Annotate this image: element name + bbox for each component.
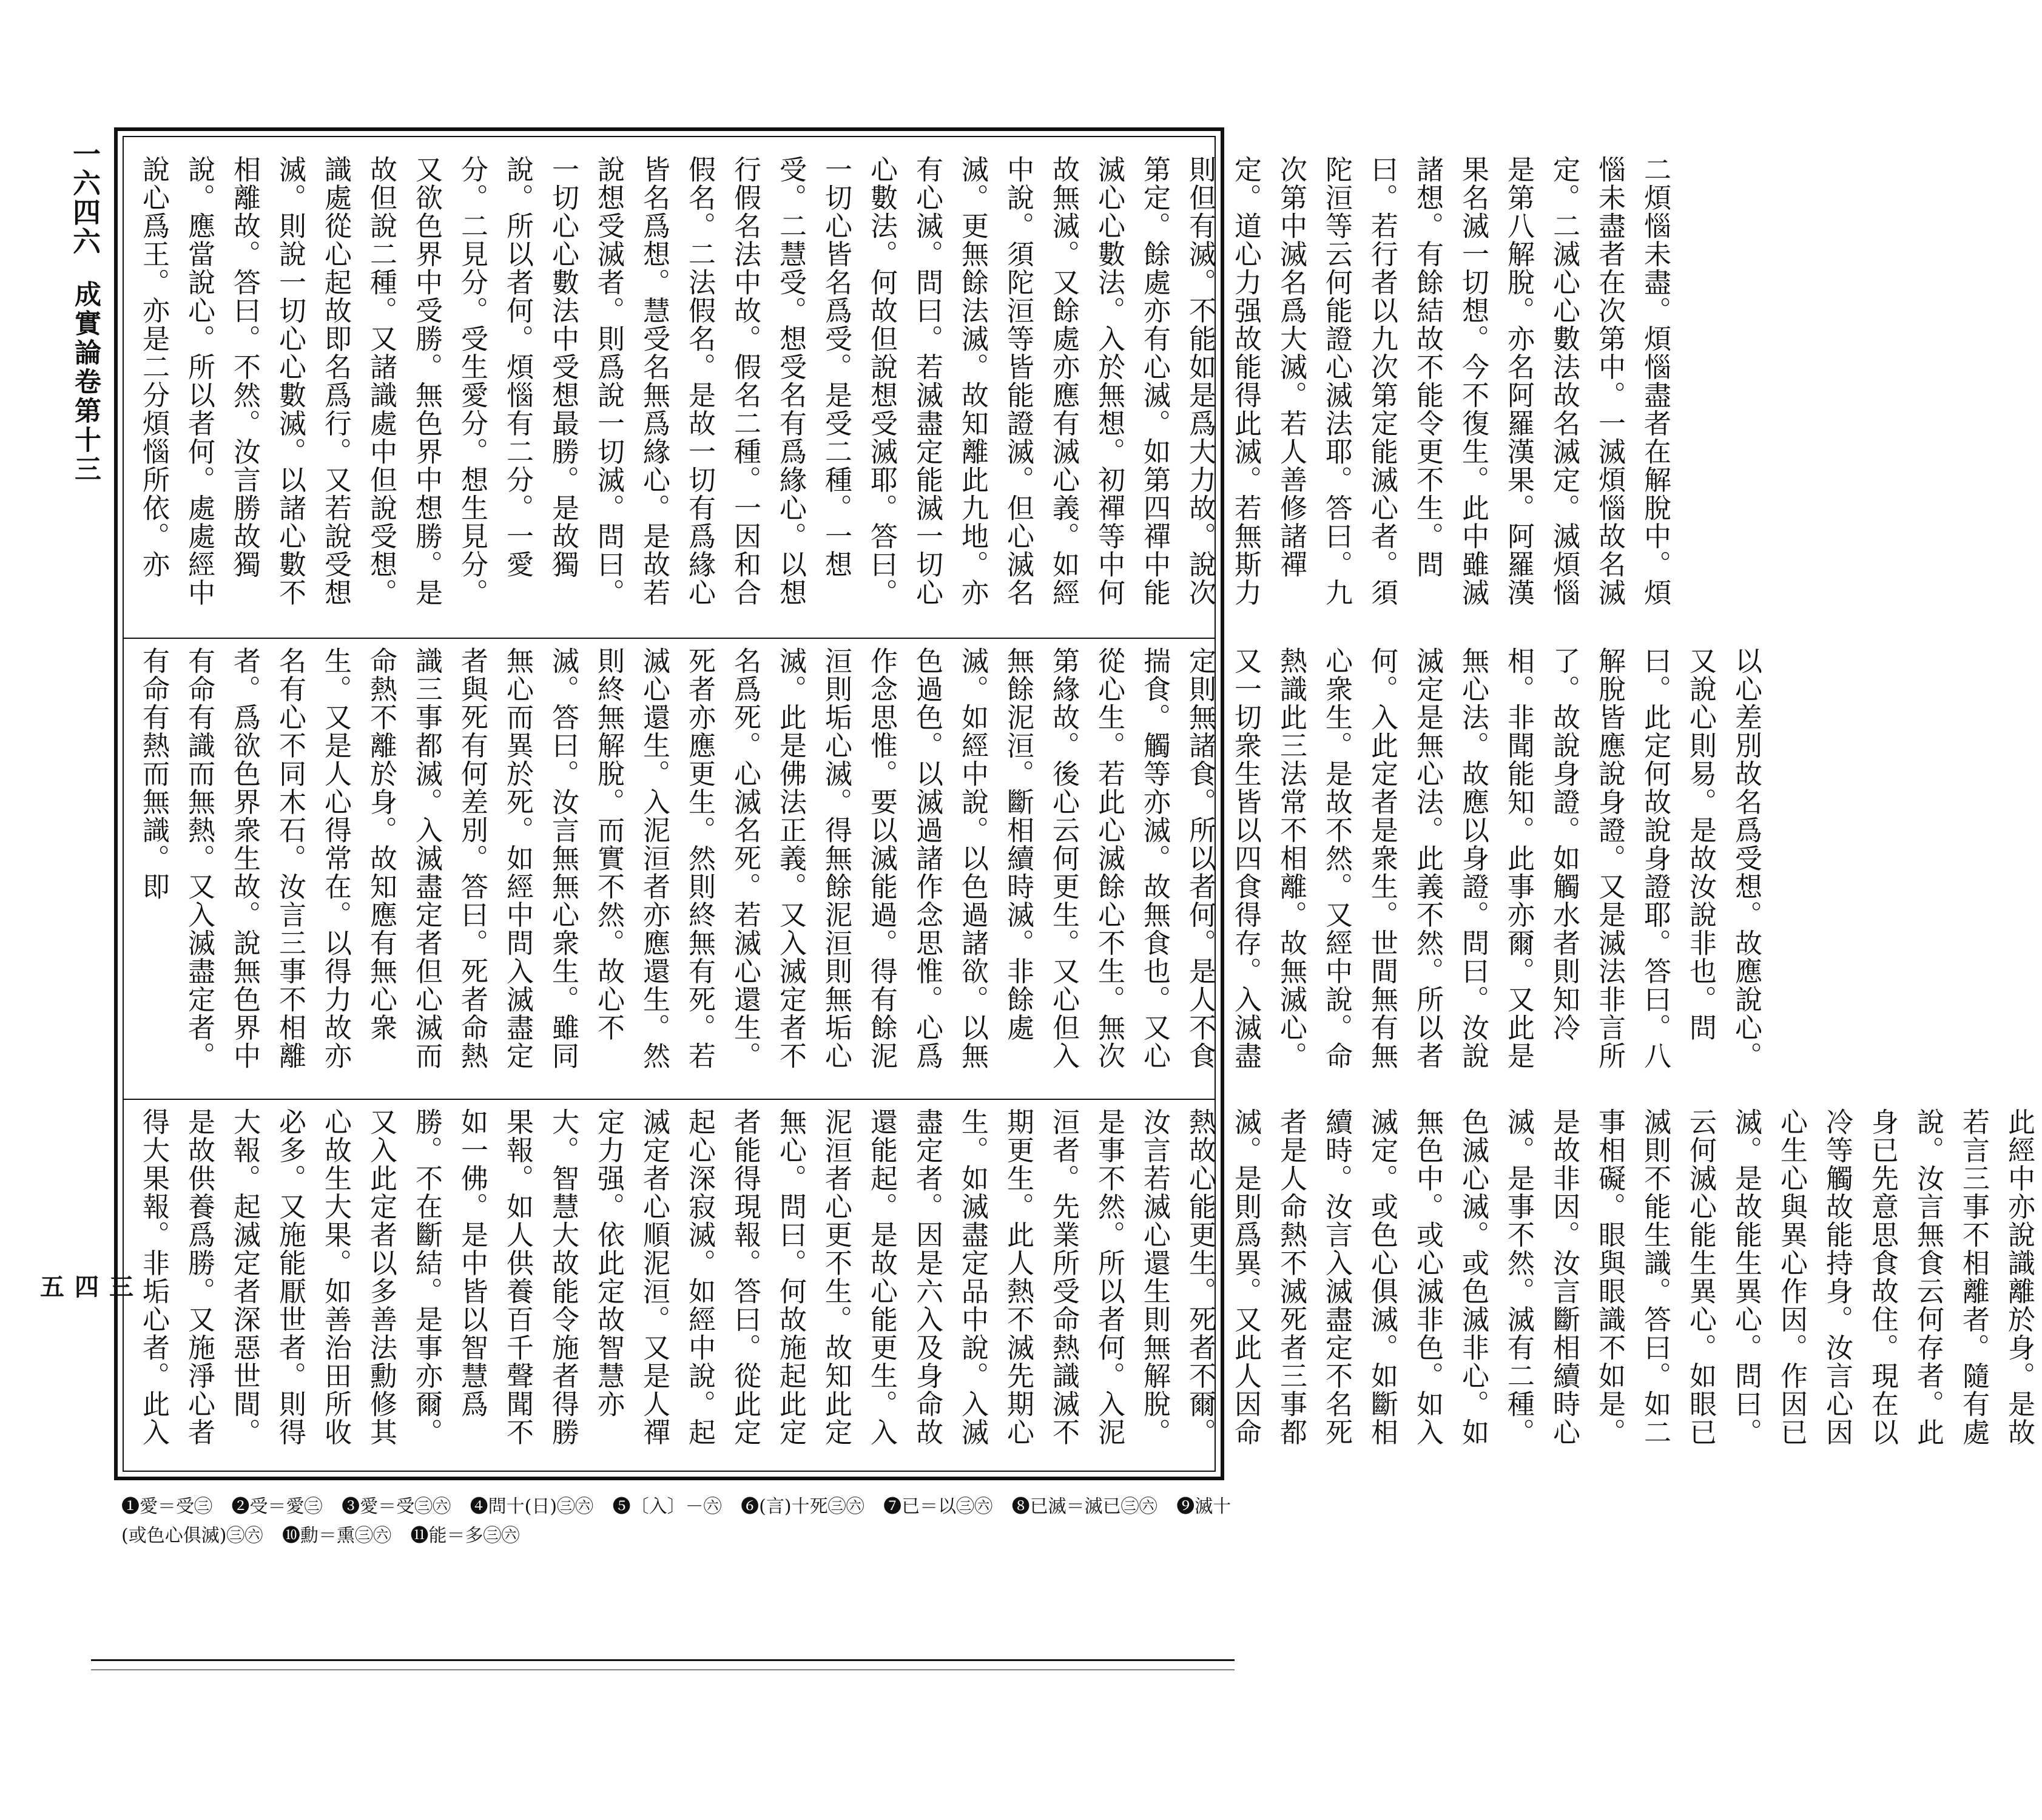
footnote: ❺〔入〕－㊅ [612, 1496, 722, 1517]
book-title: 成實論卷第十三 [70, 280, 101, 484]
footnote: ❷受＝愛㊂ [231, 1496, 323, 1517]
register-bottom [131, 1108, 2035, 1472]
register-text: 以心差別故名爲受想。故應說心。又說心則易。是故汝說非也。問曰。此定何故說身證耶。答曰。八解脫皆應說身證。又是滅法非言所了。故說身證。如觸水者則知冷相。非聞能知。此事亦爾。又此是無心法。故應以身證。問曰。汝說滅定是無心法。此義不然。所以者何。入此定者是衆生。世間無有無心衆生。是故不然。又經中說。命熱識此三法常不相離。故無滅心。又一切衆生皆以四食得存。入滅盡定則無諸食。所以者何。是人不食揣食。觸等亦滅。故無食也。又心從心生。若此心滅餘心不生。無次第緣故。後心云何更生。又心但入無餘泥洹。斷相續時滅。非餘處滅。如經中說。以色過諸欲。以無色過色。以滅過諸作念思惟。心爲作念思惟。要以滅能過。得有餘泥洹則垢心滅。得無餘泥洹則無垢心滅。此是佛法正義。又入滅定者不名爲死。心滅名死。若滅心還生。死者亦應更生。然則終無有死。若滅心還生。入泥洹者亦應還生。然則終無解脫。而實不然。故心不滅。答曰。汝言無無心衆生。雖同無心而異於死。如經中問入滅盡定者與死有何差別。答曰。死者命熱識三事都滅。入滅盡定者但心滅而命熱不離於身。故知應有無心衆生。又是人心得常在。以得力故亦名有心不同木石。汝言三事不相離者。爲欲色界衆生故。說無色界中有命有識而無熱。又入滅盡定者。有命有熱而無識。即 [138, 647, 1762, 1070]
footnote: ❼已＝以㊂㊅ [883, 1496, 993, 1517]
footnote: ❽已滅＝滅已㊂㊅ [1011, 1496, 1157, 1517]
register-top [131, 155, 1671, 629]
footnote: ⓫能＝多㊂㊅ [410, 1525, 520, 1546]
footnote: ❾滅十(或色心俱滅)㊂㊅ [121, 1496, 1232, 1546]
page-header [36, 140, 133, 1298]
column-reference: 三四五 [36, 1274, 133, 1298]
bottom-rule [91, 1659, 1235, 1661]
text-frame-inner [123, 136, 2035, 1472]
register-divider [124, 638, 1215, 639]
footnote: ❿勳＝熏㊂㊅ [281, 1525, 391, 1546]
register-text: 此經中亦說識離於身。是故若言三事不相離者。隨有處說。汝言無食云何存者。此身已先意思食故住。現在以冷等觸故能持身。汝言心因心生心與異心作因。作因已滅。是故能生異心。問曰。云何滅心能生異心。如眼已滅則不能生識。答曰。如二事相礙。眼與眼識不如是。是故非因。汝言斷相續時心滅。是事不然。滅有二種。色滅心滅。或色滅非心。如無色中。或心滅非色。如入滅定。或色心俱滅。如斷相續時。汝言入滅盡定不名死者是人命熱不滅死者三事都滅。是則爲異。又此人因命熱故心能更生。死者不爾。汝言若滅心還生則無解脫。是事不然。所以者何。入泥洹者。先業所受命熱識滅不期更生。此人熱不滅先期心生。如滅盡定品中說。入滅盡定者。因是六入及身命故還能起。是故心能更生。入泥洹者心更不生。故知此定無心。問曰。何故施起此定者能得現報。答曰。從此定起心深寂滅。如經中說。起滅定者心順泥洹。又是人禪定力强。依此定故智慧亦大。智慧大故能令施者得勝果報。如人供養百千聲聞不如一佛。是中皆以智慧爲勝。不在斷結。是事亦爾。又入此定者以多善法勳修其心故生大果。如善治田所收必多。又施能厭世者。則得大報。起滅定者深惡世間。是故供養爲勝。又施淨心者得大果報。非垢心者。此入 [138, 1108, 2035, 1446]
page-number: 一六四六 [69, 140, 101, 256]
footnote: ❸愛＝受㊂㊅ [342, 1496, 451, 1517]
register-text: 二煩惱未盡。煩惱盡者在解脫中。煩惱未盡者在次第中。一滅煩惱故名滅定。二滅心心數法故名滅定。滅煩惱是第八解脫。亦名阿羅漢果。阿羅漢果名滅一切想。今不復生。此中雖滅諸想。有餘結故不能令更不生。問曰。若行者以九次第定能滅心者。須陀洹等云何能證心滅法耶。答曰。九次第中滅名爲大滅。若人善修諸禪定。道心力强故能得此滅。若無斯力則但有滅。不能如是爲大力故。說次第定。餘處亦有心滅。如第四禪中能滅心心數法。入於無想。初禪等中何故無滅。又餘處亦應有滅心義。如經中說。須陀洹等皆能證滅。但心滅名滅。更無餘法滅。故知離此九地。亦有心滅。問曰。若滅盡定能滅一切心心數法。何故但說想受滅耶。答曰。一切心皆名爲受。是受二種。一想受。二慧受。想受名有爲緣心。以想行假名法中故。假名二種。一因和合假名。二法假名。是故一切有爲緣心皆名爲想。慧受名無爲緣心。是故若說想受滅者。則爲說一切滅。問曰。一切心心數法中受想最勝。是故獨說。所以者何。煩惱有二分。一愛分。二見分。受生愛分。想生見分。又欲色界中受勝。無色界中想勝。是故但說二種。又諸識處中但說受想。識處從心起故即名爲行。又若說受想滅。則說一切心心數滅。以諸心數不相離故。答曰。不然。汝言勝故獨說。應當說心。所以者何。處處經中說心爲王。亦是二分煩惱所依。亦 [138, 155, 1671, 607]
footnote: ❻(言)十死㊂㊅ [741, 1496, 864, 1517]
register-middle [131, 647, 1762, 1090]
register-divider [124, 1099, 1215, 1100]
text-frame [114, 127, 2035, 1480]
footnotes [121, 1492, 1232, 1551]
footnote: ❹問十(日)㊂㊅ [470, 1496, 594, 1517]
footnote: ❶愛＝受㊂ [121, 1496, 212, 1517]
